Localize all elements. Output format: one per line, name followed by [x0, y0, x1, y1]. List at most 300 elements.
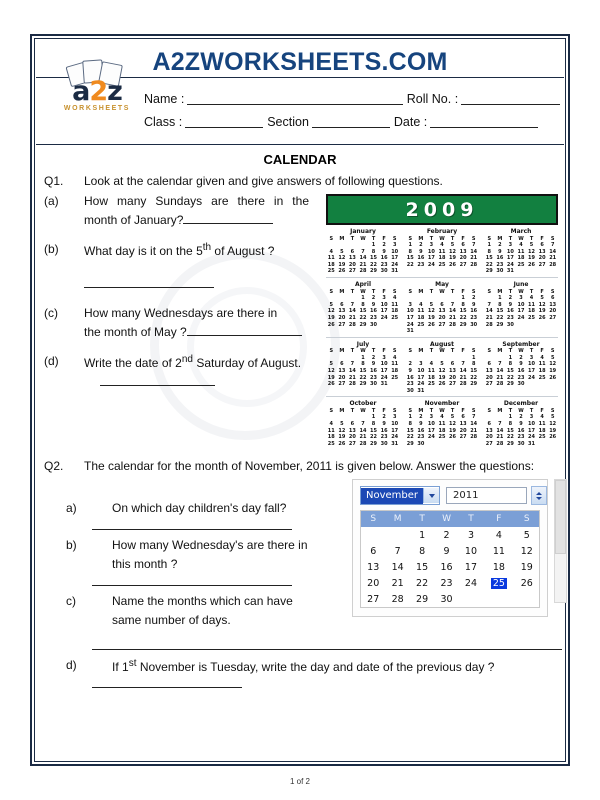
calendar-2009-day: 22 [496, 314, 504, 321]
calendar-2009-day: 24 [528, 434, 536, 441]
datepicker-day[interactable]: 8 [419, 545, 426, 557]
calendar-2009-weekday: F [382, 288, 386, 295]
calendar-2009-day: 5 [329, 301, 334, 308]
calendar-2009-day: 16 [517, 368, 525, 374]
calendar-2009-day: 27 [538, 261, 546, 268]
calendar-2009-day: 5 [450, 414, 455, 421]
calendar-2009-day: 25 [438, 434, 446, 441]
calendar-2009-day: 20 [459, 427, 467, 434]
q1-answer-c[interactable] [187, 335, 302, 336]
datepicker-day[interactable]: 15 [416, 561, 429, 573]
calendar-2009-day: 9 [519, 421, 523, 428]
field-row-name [144, 92, 564, 106]
calendar-2009-day [537, 441, 548, 448]
calendar-2009-weekday: F [540, 288, 544, 295]
calendar-2009-day: 15 [459, 308, 467, 315]
calendar-2009-day: 13 [549, 301, 557, 308]
calendar-2009-day: 13 [438, 308, 446, 315]
calendar-2009-day: 24 [380, 374, 388, 381]
calendar-2009-day: 29 [470, 381, 478, 388]
q1-answer-d[interactable] [100, 385, 215, 386]
calendar-2009-month [326, 281, 400, 335]
calendar-2009-day: 8 [487, 248, 492, 255]
calendar-2009-day: 6 [461, 242, 465, 249]
calendar-2009-day: 28 [549, 261, 557, 268]
calendar-2009-day: 4 [519, 242, 523, 249]
calendar-2009-day: 29 [506, 381, 514, 388]
calendar-2009-day [484, 414, 495, 421]
calendar-2009-day [389, 381, 400, 388]
calendar-2009-day: 31 [417, 387, 425, 394]
calendar-2009-day [526, 322, 537, 329]
month-dropdown[interactable] [360, 486, 440, 505]
calendar-2009-day: 16 [470, 308, 478, 315]
calendar-2009-weekday: M [497, 288, 503, 295]
roll-input-line[interactable] [461, 92, 560, 105]
calendar-2009-day: 18 [391, 368, 399, 374]
calendar-2009-weekday: M [339, 407, 345, 414]
q1-item-b-num: 5 [196, 243, 203, 258]
class-label: Class : [144, 115, 183, 129]
calendar-2009-day [516, 322, 527, 329]
datepicker-weekday: T [410, 511, 434, 527]
calendar-2009-day: 25 [391, 374, 399, 381]
calendar-2009-day: 13 [348, 255, 356, 262]
datepicker-day[interactable]: 4 [495, 529, 502, 541]
logo-letter-z: z [107, 76, 122, 107]
calendar-2009-day [358, 242, 369, 249]
q2-item-d-pre: If [112, 659, 123, 674]
calendar-2009-day: 12 [538, 301, 546, 308]
calendar-2009-day: 1 [508, 414, 513, 421]
datepicker-day[interactable]: 3 [467, 529, 474, 541]
calendar-2009-day: 19 [338, 261, 346, 268]
calendar-2009-month-name: August [430, 340, 454, 348]
calendar-2009-day: 14 [549, 248, 557, 255]
calendar-2009-day: 21 [496, 434, 504, 441]
calendar-2009-day: 18 [417, 314, 425, 321]
datepicker-day[interactable]: 13 [367, 561, 380, 573]
calendar-2009-day [537, 268, 548, 275]
calendar-2009-day: 30 [517, 440, 525, 447]
scrollbar-thumb[interactable] [555, 480, 566, 554]
calendar-2009-day: 23 [406, 381, 414, 388]
datepicker-day[interactable]: 9 [443, 545, 450, 557]
calendar-2009-day: 24 [427, 261, 435, 268]
calendar-2009-day: 13 [538, 248, 546, 255]
calendar-2009-day: 11 [438, 421, 446, 428]
datepicker[interactable] [352, 479, 548, 617]
calendar-2009-day: 8 [508, 421, 513, 428]
calendar-2009-day: 2 [519, 414, 523, 421]
calendar-2009-weekday: F [461, 288, 465, 295]
q1-answer-b[interactable] [84, 287, 214, 288]
calendar-2009-day: 4 [392, 295, 397, 302]
worksheet-content [36, 40, 564, 760]
calendar-2009-day: 10 [427, 248, 435, 255]
calendar-2009-day: 14 [470, 248, 478, 255]
calendar-2009-day: 11 [528, 301, 536, 308]
date-input-line[interactable] [430, 115, 538, 128]
q1-body [36, 190, 564, 449]
calendar-2009-month-name: November [424, 400, 460, 408]
calendar-2009-day: 3 [529, 414, 534, 421]
datepicker-day[interactable]: 5 [523, 529, 530, 541]
datepicker-day[interactable]: 1 [419, 529, 426, 541]
calendar-2009-day: 13 [485, 427, 493, 434]
calendar-2009-day: 10 [506, 248, 514, 255]
calendar-2009-weekday: S [487, 235, 492, 242]
calendar-2009-weekday: T [508, 348, 513, 355]
calendar-2009-day: 13 [338, 368, 346, 374]
calendar-2009-day: 8 [471, 361, 476, 368]
calendar-2009 [326, 194, 558, 449]
calendar-2009-day: 11 [438, 248, 446, 255]
calendar-2009-day: 20 [438, 314, 446, 321]
calendar-2009-weekday: T [450, 407, 455, 414]
calendar-2009-day: 20 [485, 374, 493, 381]
calendar-2009-day: 22 [359, 374, 367, 381]
calendar-2009-day [426, 328, 437, 335]
calendar-2009-day: 12 [327, 308, 335, 315]
calendar-2009-day: 30 [506, 321, 514, 328]
calendar-2009-day: 28 [359, 268, 367, 275]
calendar-2009-day: 15 [506, 427, 514, 434]
calendar-2009-day [537, 381, 548, 388]
calendar-2009-day [447, 441, 458, 448]
calendar-2009-weekday: T [429, 348, 434, 355]
calendar-2009-day: 6 [340, 361, 344, 368]
calendar-2009-day: 23 [470, 314, 478, 321]
datepicker-day[interactable]: 12 [520, 545, 533, 557]
logo-wordmark [58, 78, 136, 105]
calendar-2009-day: 31 [391, 440, 399, 447]
calendar-2009-weekday: S [329, 348, 334, 355]
calendar-2009-day: 8 [408, 248, 413, 255]
calendar-2009-day: 20 [485, 434, 493, 441]
q1-item-b-post: of August ? [211, 243, 275, 258]
q2-answer-d[interactable] [92, 686, 242, 688]
datepicker-day[interactable]: 23 [440, 577, 453, 589]
calendar-2009-month-name: February [426, 228, 458, 235]
calendar-2009-weekday: W [439, 288, 445, 295]
calendar-2009-day: 9 [419, 248, 423, 255]
calendar-2009-day: 4 [529, 295, 534, 302]
calendar-2009-day: 9 [519, 361, 523, 368]
calendar-2009-weekday: F [382, 348, 386, 355]
q2-item-d-label: d) [66, 657, 77, 672]
calendar-2009-weekday: T [529, 348, 534, 355]
calendar-2009-day: 1 [408, 414, 413, 421]
q2-answer-c[interactable] [92, 648, 562, 650]
calendar-2009-day: 11 [327, 427, 335, 434]
calendar-2009-day: 19 [449, 255, 457, 262]
calendar-2009-day: 21 [549, 255, 557, 262]
calendar-2009-day: 27 [338, 381, 346, 388]
calendar-2009-day: 28 [485, 321, 493, 328]
calendar-2009-day: 19 [438, 374, 446, 381]
calendar-2009-weekday: S [408, 235, 413, 242]
datepicker-day[interactable]: 27 [367, 593, 380, 605]
calendar-2009-day: 22 [506, 374, 514, 381]
calendar-2009-day: 3 [419, 361, 423, 368]
calendar-2009-day: 1 [371, 242, 376, 249]
calendar-2009-day: 19 [327, 374, 335, 381]
calendar-2009-day: 5 [550, 354, 555, 361]
calendar-2009-day: 9 [498, 248, 502, 255]
name-label: Name : [144, 92, 185, 106]
calendar-2009-weekday: T [529, 235, 534, 242]
calendar-2009-day [516, 268, 527, 275]
datepicker-day[interactable]: 10 [464, 545, 478, 557]
calendar-2009-day: 16 [406, 374, 414, 381]
calendar-2009-day: 14 [359, 255, 367, 262]
calendar-2009-day: 4 [540, 414, 544, 421]
calendar-2009-day [437, 388, 448, 395]
calendar-2009-day: 11 [327, 255, 335, 262]
calendar-2009-day: 23 [417, 434, 425, 441]
datepicker-day [483, 591, 514, 607]
calendar-2009-day: 9 [382, 248, 386, 255]
name-input-line[interactable] [187, 92, 402, 105]
datepicker-day[interactable]: 29 [416, 593, 429, 605]
calendar-2009-day: 26 [449, 261, 457, 268]
calendar-2009-weekday: S [329, 235, 334, 242]
datepicker-day[interactable]: 2 [443, 529, 450, 541]
calendar-2009-day: 3 [382, 295, 386, 302]
calendar-2009-day: 24 [391, 261, 399, 268]
calendar-2009-day: 25 [517, 261, 525, 268]
calendar-2009-day: 6 [487, 361, 492, 368]
calendar-2009-day [416, 355, 427, 362]
q2-answer-a[interactable] [92, 528, 292, 530]
calendar-2009-day: 2 [408, 361, 413, 368]
calendar-2009-day: 17 [406, 314, 414, 321]
calendar-2009-weekday: M [497, 407, 503, 414]
calendar-2009-day: 7 [350, 361, 355, 368]
calendar-2009-day [495, 414, 506, 421]
datepicker-day[interactable]: 17 [464, 561, 478, 573]
calendar-2009-day: 4 [419, 301, 423, 308]
calendar-2009-day: 15 [359, 308, 367, 315]
section-input-line[interactable] [312, 115, 390, 128]
calendar-2009-weekday: S [471, 288, 476, 295]
year-input[interactable]: 2011 [446, 487, 527, 504]
calendar-2009-day: 14 [485, 308, 493, 315]
q1-item-c-text: How many Wednesdays are there in the month of May ? [84, 304, 322, 343]
calendar-2009-weekday: F [461, 348, 465, 355]
datepicker-weekday: W [434, 511, 458, 527]
calendar-2009-day: 10 [380, 301, 388, 308]
calendar-2009-day: 17 [427, 255, 435, 262]
calendar-2009-day: 13 [338, 308, 346, 315]
calendar-2009-day: 31 [380, 381, 388, 388]
q2-item-d-num: 1 [122, 659, 129, 674]
datepicker-day[interactable]: 7 [394, 545, 401, 557]
calendar-2009-day: 18 [391, 308, 399, 315]
calendar-2009-day: 24 [427, 434, 435, 441]
datepicker-day[interactable]: 6 [370, 545, 377, 557]
calendar-2009-day: 5 [340, 248, 344, 255]
q2-item-c [44, 592, 344, 631]
calendar-2009-day [484, 355, 495, 362]
calendar-2009-weekday: W [518, 235, 524, 242]
calendar-2009-day: 12 [427, 308, 435, 315]
calendar-2009-day: 4 [440, 242, 444, 249]
calendar-2009-weekday: S [550, 288, 555, 295]
calendar-2009-day [405, 295, 416, 302]
calendar-2009-day [458, 328, 469, 335]
calendar-2009-weekday: T [371, 407, 376, 414]
calendar-2009-day: 11 [538, 421, 546, 428]
calendar-2009-day: 27 [449, 381, 457, 388]
calendar-2009-day: 28 [449, 321, 457, 328]
q1-item-a-text: How many Sundays are there in the month of January? [84, 194, 309, 228]
datepicker-day [459, 591, 483, 607]
calendar-2009-day: 22 [370, 434, 378, 441]
datepicker-day[interactable]: 24 [464, 577, 478, 589]
calendar-2009-weekday: T [429, 407, 434, 414]
a2z-logo [58, 58, 136, 120]
calendar-2009-day [447, 355, 458, 362]
calendar-2009-day: 27 [485, 440, 493, 447]
calendar-2009-day: 17 [427, 427, 435, 434]
scrollbar[interactable] [554, 479, 567, 603]
q1-item-b-sup: th [202, 241, 212, 253]
calendar-2009-day: 19 [538, 308, 546, 315]
q1-number: Q1. [44, 174, 64, 188]
calendar-2009-day: 23 [506, 314, 514, 321]
q2-body [36, 475, 564, 688]
datepicker-day[interactable]: 16 [440, 561, 453, 573]
calendar-2009-weekday: M [418, 407, 424, 414]
calendar-2009-day [326, 355, 337, 362]
datepicker-day[interactable]: 20 [367, 577, 380, 589]
q1-item-d-pre: Write the date of [84, 355, 176, 370]
calendar-2009-day: 6 [461, 414, 465, 421]
calendar-2009-day [326, 242, 337, 249]
calendar-2009-day [437, 441, 448, 448]
calendar-2009-weekday: S [487, 288, 492, 295]
calendar-2009-weekday: F [461, 235, 465, 242]
calendar-2009-day [358, 414, 369, 421]
calendar-2009-panel [322, 192, 558, 449]
class-input-line[interactable] [185, 115, 263, 128]
calendar-2009-day: 8 [361, 301, 365, 308]
chevron-down-icon[interactable] [423, 488, 439, 503]
calendar-2009-day [437, 355, 448, 362]
calendar-2009-day: 21 [348, 374, 356, 381]
q2-item-b [44, 536, 344, 575]
datepicker-day[interactable]: 22 [416, 577, 429, 589]
q1-answer-a[interactable] [183, 223, 273, 224]
q2-item-c-text: Name the months which can have same number of days. [112, 593, 293, 628]
datepicker-day[interactable]: 21 [391, 577, 404, 589]
datepicker-day[interactable]: 19 [520, 561, 533, 573]
calendar-2009-quarter-row [326, 225, 558, 278]
datepicker-day[interactable]: 14 [391, 561, 404, 573]
datepicker-weekday: S [361, 511, 385, 527]
calendar-2009-day: 14 [459, 368, 467, 374]
calendar-2009-weekday: M [339, 348, 345, 355]
calendar-2009-weekday: T [508, 407, 513, 414]
datepicker-day[interactable]: 18 [492, 561, 505, 573]
year-stepper[interactable] [446, 487, 547, 504]
calendar-2009-day: 19 [528, 255, 536, 262]
calendar-2009-month-name: July [356, 340, 370, 348]
calendar-2009-day [426, 441, 437, 448]
datepicker-grid[interactable] [360, 510, 540, 608]
calendar-2009-day: 10 [528, 361, 536, 368]
calendar-2009-day: 6 [340, 301, 344, 308]
calendar-2009-day: 24 [417, 381, 425, 388]
calendar-2009-month [405, 400, 479, 447]
calendar-2009-day: 3 [519, 295, 523, 302]
calendar-2009-day [379, 322, 390, 329]
calendar-2009-day: 2 [382, 242, 386, 249]
calendar-2009-day: 23 [370, 374, 378, 381]
datepicker-day-selected[interactable]: 25 [492, 577, 505, 589]
calendar-2009-day: 11 [538, 361, 546, 368]
datepicker-day[interactable]: 26 [520, 577, 533, 589]
calendar-2009-weekday: M [339, 235, 345, 242]
calendar-2009-day: 5 [540, 295, 544, 302]
calendar-2009-day: 7 [350, 301, 355, 308]
calendar-2009-day: 7 [498, 421, 502, 428]
calendar-2009-day: 20 [348, 434, 356, 441]
calendar-2009-day: 17 [528, 427, 536, 434]
calendar-2009-day: 17 [391, 427, 399, 434]
calendar-2009-day: 5 [529, 242, 534, 249]
datepicker-day[interactable]: 28 [391, 593, 404, 605]
calendar-2009-day: 2 [498, 242, 502, 249]
q2-prompt: The calendar for the month of November, 2011 is given below. Answer the questions: [84, 459, 535, 474]
calendar-2009-day: 30 [380, 440, 388, 447]
calendar-2009-day: 3 [429, 414, 434, 421]
calendar-2009-month [405, 281, 479, 335]
datepicker-weekday: F [483, 511, 514, 527]
calendar-2009-day: 15 [470, 368, 478, 374]
calendar-2009-day: 23 [370, 314, 378, 321]
calendar-2009-day [337, 242, 348, 249]
calendar-2009-day: 30 [380, 268, 388, 275]
calendar-2009-day: 26 [338, 268, 346, 275]
section-label: Section [267, 115, 309, 129]
calendar-2009-weekday: W [360, 348, 366, 355]
calendar-2009-day: 19 [327, 314, 335, 321]
calendar-2009-day: 28 [348, 321, 356, 328]
calendar-2009-weekday: T [371, 235, 376, 242]
q1-item-a-label: (a) [44, 194, 59, 208]
spinner-up-icon[interactable] [536, 492, 542, 495]
calendar-2009-day: 15 [406, 255, 414, 262]
calendar-2009-day: 26 [438, 381, 446, 388]
calendar-2009-day: 3 [529, 354, 534, 361]
spinner-down-icon[interactable] [536, 497, 542, 500]
datepicker-day[interactable]: 11 [492, 545, 505, 557]
calendar-2009-weekday: T [529, 288, 534, 295]
calendar-2009-day: 3 [392, 414, 397, 421]
year-spinner-icon[interactable] [531, 486, 547, 505]
datepicker-day[interactable]: 30 [440, 593, 453, 605]
calendar-2009-day: 26 [538, 314, 546, 321]
datepicker-weekday: T [459, 511, 483, 527]
calendar-2009-day: 26 [549, 374, 557, 381]
calendar-2009-day: 17 [517, 308, 525, 315]
calendar-2009-weekday: T [350, 288, 355, 295]
q2-answer-b[interactable] [92, 584, 292, 586]
q2-questions [44, 475, 344, 639]
